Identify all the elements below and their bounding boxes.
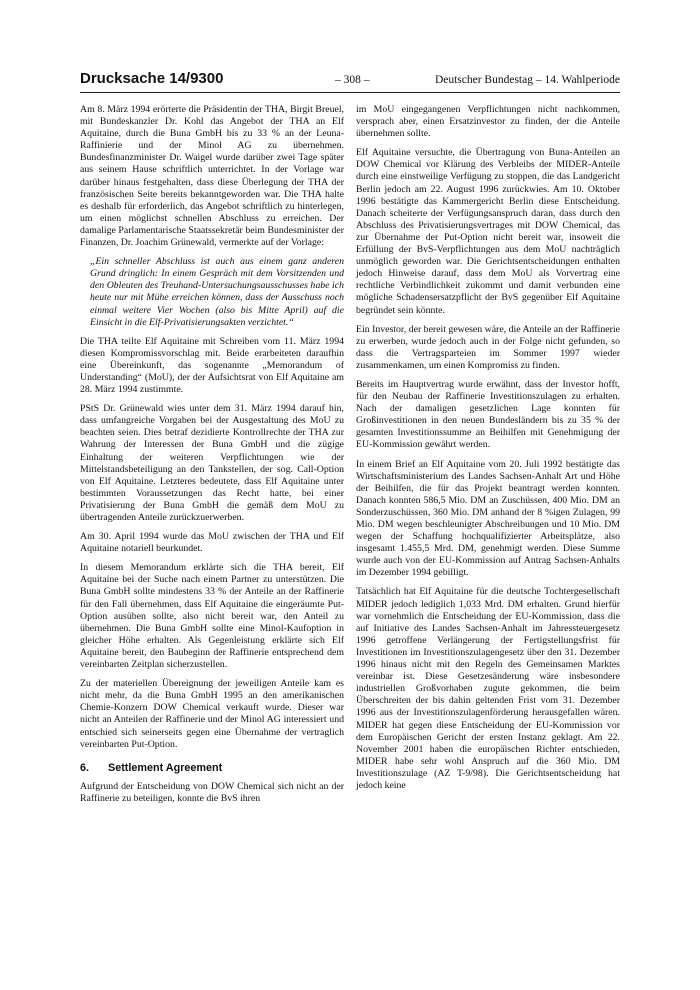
paragraph: im MoU eingegangenen Verpflichtungen nicht nachkommen, versprach aber, einen Ersatzinvestor zu finden, der die Anteile übernehmen sollte. xyxy=(356,104,620,140)
paragraph: In diesem Memorandum erklärte sich die THA bereit, Elf Aquitaine bei der Suche nach einem Partner zu unterstützen. Die Buna GmbH sollte mindestens 33 % der Anteile an der Raffinerie für den Fall übernehmen, dass Elf Aquitaine die eingeräumte Put-Option ausüben sollte, also nicht bereit war, den Anteil zu übernehmen. Die Buna GmbH sollte eine Minol-Kaufoption in gleicher Höhe erhalten. Als Gegenleistung erklärte sich Elf Aquitaine bereit, den Baubeginn der Raffinerie entsprechend dem vereinbarten Zeitplan sicherzustellen. xyxy=(80,562,344,671)
header-rule xyxy=(80,92,620,93)
right-column xyxy=(356,104,620,799)
section-title: Settlement Agreement xyxy=(108,761,223,774)
paragraph: Bereits im Hauptvertrag wurde erwähnt, dass der Investor hofft, für den Neubau der Raffinerie Investitionszulagen zu erhalten. Nach der damaligen gesetzlichen Lage konnten für Großinvestitionen in den neuen Bundesländern bis zu 35 % der gesamten Investitionssumme an Beihilfen mit Genehmigung der EU-Kommission gewährt werden. xyxy=(356,378,620,451)
paragraph: Die THA teilte Elf Aquitaine mit Schreiben vom 11. März 1994 diesen Kompromissvorschlag mit. Beide erarbeiteten daraufhin eine Übereinkunft, das sogenannte „Memorandum of Understanding“ (MoU), der der Aufsichtsrat von Elf Aquitaine am 28. März 1994 zustimmte. xyxy=(80,335,344,396)
left-column xyxy=(80,104,344,812)
paragraph: Am 30. April 1994 wurde das MoU zwischen der THA und Elf Aquitaine notariell beurkundet. xyxy=(80,531,344,555)
paragraph: Am 8. März 1994 erörterte die Präsidentin der THA, Birgit Breuel, mit Bundeskanzler Dr. Kohl das Angebot der THA an Elf Aquitaine, durch die Buna GmbH bis zu 33 % an der Leuna-Raffinierie und der Minol AG zu übernehmen. Bundesfinanzminister Dr. Waigel wurde darüber zwei Tage später aus seinem Hause schriftlich unterrichtet. In der Vorlage war darüber hinaus festgehalten, dass diese Überlegung der THA der französischen Seite bereits bekanntgeworden war. Die THA halte es deshalb für erforderlich, das Angebot schriftlich zu hinterlegen, um einen möglichst schnellen Abschluss zu erreichen. Der damalige Parlamentarische Staatssekretär beim Bundesminister der Finanzen, Dr. Joachim Grünewald, vermerkte auf der Vorlage: xyxy=(80,104,344,249)
doc-number-value: 14/9300 xyxy=(169,70,224,87)
paragraph: Elf Aquitaine versuchte, die Übertragung von Buna-Anteilen an DOW Chemical vor Klärung des Verbleibs der MIDER-Anteile durch eine einstweilige Verfügung zu stoppen, die das Landgericht Berlin jedoch am 22. August 1996 zurückwies. Am 10. Oktober 1996 bestätigte das Kammergericht Berlin diese Entscheidung. Danach scheiterte der Verfügungsanspruch daran, dass durch den Abschluss des Privatisierungsvertrages mit DOW Chemical, das zur Übernahme der Put-Option nicht bereit war, insoweit die Erfüllung der BvS-Verpflichtungen aus dem MoU nachträglich unmöglich geworden war. Die Gerichtsentscheidungen enthalten jedoch Hinweise darauf, dass dem MoU als Vorvertrag eine rechtliche Verbindlichkeit zukommt und damit verbunden eine mögliche Schadensersatzpflicht der BvS gegenüber Elf Aquitaine begründet sein könnte. xyxy=(356,147,620,316)
section-heading xyxy=(80,761,344,775)
section-number: 6. xyxy=(80,761,90,774)
paragraph: In einem Brief an Elf Aquitaine vom 20. Juli 1992 bestätigte das Wirtschaftsministerium des Landes Sachsen-Anhalt Art und Höhe der Beihilfen, die für das Projekt beantragt werden konnten. Danach konnten 586,5 Mio. DM an Zuschüssen, 400 Mio. DM an Sonderzuschüssen, 360 Mio. DM anhand der 8 %igen Zulagen, 99 Mio. DM wegen beschleunigter Abschreibungen und 10 Mio. DM wegen der Schaffung hochqualifizierter Arbeitsplätze, also insgesamt 1.455,5 Mrd. DM, genehmigt werden. Diese Summe wurde auch von der EU-Kommission auf Antrag Sachsen-Anhalts im Dezember 1994 gebilligt. xyxy=(356,458,620,579)
paragraph: PStS Dr. Grünewald wies unter dem 31. März 1994 darauf hin, dass umfangreiche Vorgaben bei der Ausgestaltung des MoU zu beachten seien. Dies betraf dezidierte Kontrollrechte der THA zur Wahrung der Interessen der Buna GmbH und die zügige Einhaltung der weiteren Verpflichtungen wie der Mittelstandsbeteiligung an den Tankstellen, der sog. Call-Option von Elf Aquitaine. Letzteres bedeutete, dass Elf Aquitaine unter bestimmten Voraussetzungen das Recht hatte, bei einer Privatisierung der Buna GmbH die gemäß dem MoU zu übertragenden Anteile zurückzuerwerben. xyxy=(80,403,344,523)
paragraph: Ein Investor, der bereit gewesen wäre, die Anteile an der Raffinerie zu erwerben, wurde jedoch auch in der Folge nicht gefunden, so dass die Vertragsparteien im Sommer 1997 wieder zusammenkamen, um einen Kompromiss zu finden. xyxy=(356,323,620,371)
document-number xyxy=(80,70,223,88)
paragraph: Tatsächlich hat Elf Aquitaine für die deutsche Tochtergesellschaft MIDER jedoch lediglich 1,033 Mrd. DM erhalten. Grund hierfür war vornehmlich die Entscheidung der EU-Kommission, dass die auf Initiative des Landes Sachsen-Anhalt im Jahressteuergesetz 1996 getroffene Verlängerung der Fertigstellungsfrist für Investitionen im Investitionszulagengesetz über den 31. Dezember 1996 hinaus nicht mit den Regeln des Gemeinsamen Marktes vereinbar ist. Diese Gesetzesänderung wäre insbesondere industriellen Großvorhaben zugute gekommen, die beim Überschreiten der bis dahin geltenden Frist vom 31. Dezember 1996 aus der Investitionszulagenförderung herausgefallen wären. MIDER hat gegen diese Entscheidung der EU-Kommission vor dem Europäischen Gericht der ersten Instanz geklagt. Am 22. November 2001 haben die europäischen Richter entschieden, MIDER habe sehr wohl Anspruch auf die 360 Mio. DM Investitionszulage (AZ T-9/98). Die Gerichtsentscheidung hat jedoch keine xyxy=(356,586,620,791)
block-quote: „Ein schneller Abschluss ist auch aus einem ganz anderen Grund dringlich: In einem Gespräch mit dem Vorsitzenden und den Obleuten des Treuhand-Untersuchungsausschusses habe ich heute nur mit Mühe erreichen können, dass der Ausschuss noch einmal weitere Vier Wochen (also bis Mitte April) auf die Einsicht in die Elf-Privatisierungsakten verzichtet.“ xyxy=(90,256,344,328)
paragraph: Zu der materiellen Übereignung der jeweiligen Anteile kam es nicht mehr, da die Buna GmbH 1995 an den amerikanischen Chemie-Konzern DOW Chemical verkauft wurde. Dieser war nicht an Anteilen der Raffinerie und der Minol AG interessiert und entschied sich seinerseits gegen eine Übernahme der vertraglich vereinbarten Put-Option. xyxy=(80,678,344,750)
page-header xyxy=(80,70,620,90)
paragraph: Aufgrund der Entscheidung von DOW Chemical sich nicht an der Raffinerie zu beteiligen, konnte die BvS ihren xyxy=(80,780,344,804)
page-number: – 308 – xyxy=(335,74,370,86)
publisher-label: Deutscher Bundestag – 14. Wahlperiode xyxy=(434,74,620,86)
doc-type-label: Drucksache xyxy=(80,70,166,87)
